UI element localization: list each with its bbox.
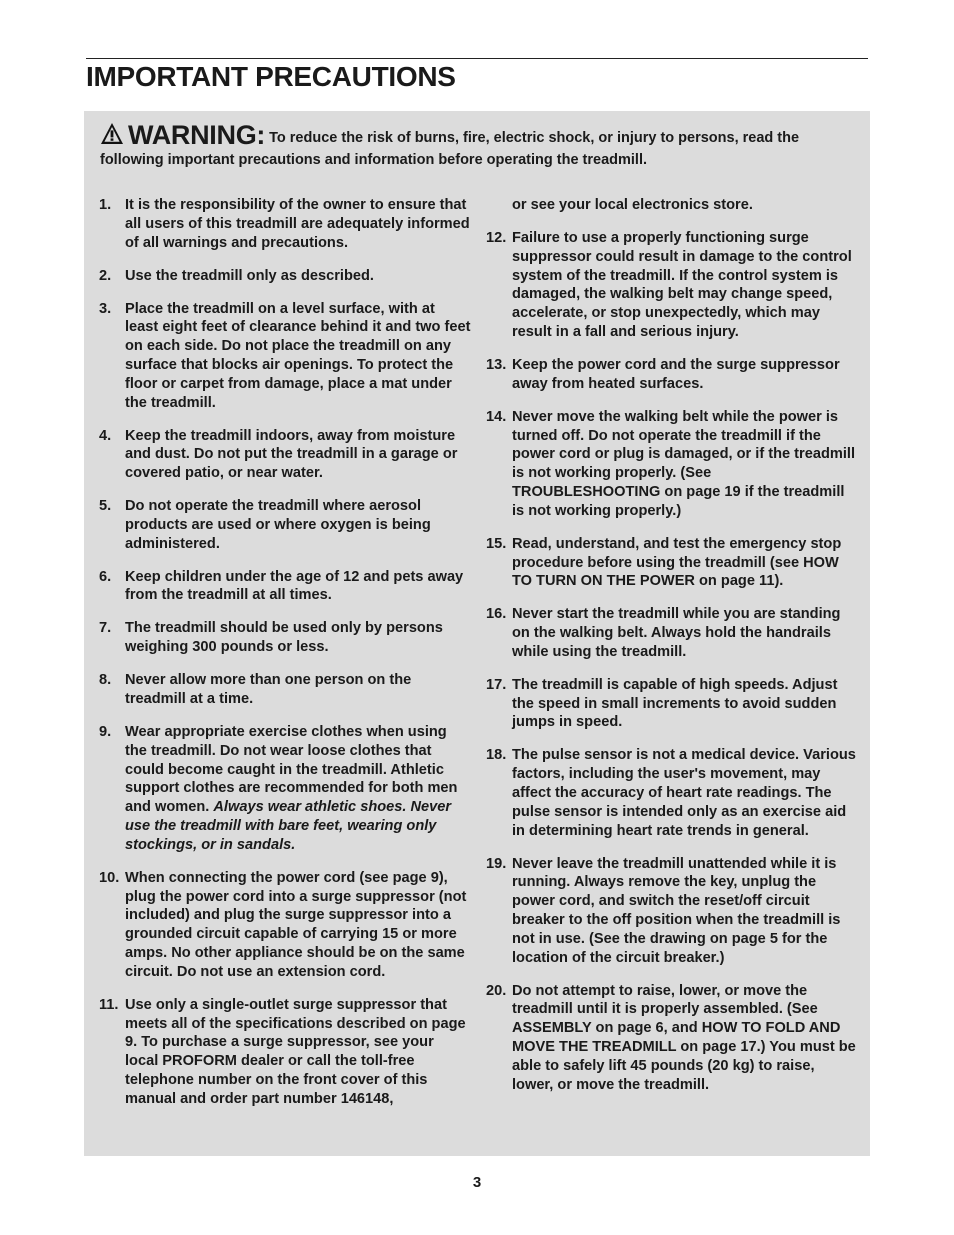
precaution-item-16: 16. Never start the treadmill while you are standing on the walking belt. Always hold the handrails while using the treadmill. — [486, 606, 841, 660]
precaution-item-15: 15. Read, understand, and test the emergency stop procedure before using the treadmill (see HOW TO TURN ON THE POWER on page 11). — [486, 535, 842, 590]
page-number: 3 — [472, 1174, 482, 1191]
precaution-item-17: 17. The treadmill is capable of high speeds. Adjust the speed in small increments to avoid sudden jumps in speed. — [486, 676, 838, 731]
page-title: IMPORTANT PRECAUTIONS — [86, 61, 456, 92]
precaution-item-20: 20. Do not attempt to raise, lower, or move the treadmill until it is properly assembled. (See ASSEMBLY on page 6, and HOW TO FOLD AND MOVE THE TREADMILL on page 17.) You must be able to safely lift 45 pounds (20 kg) to raise, lower, or move the treadmill. — [486, 982, 856, 1093]
precaution-item-8: 8. Never allow more than one person on the treadmill at a time. — [99, 672, 412, 708]
precaution-item-5: 5. Do not operate the treadmill where aerosol products are used or where oxygen is being administered. — [99, 498, 431, 552]
precaution-item-1: 1. It is the responsibility of the owner to ensure that all users of this treadmill are adequately informed of all warnings and precautions. — [99, 197, 470, 251]
left-column — [99, 196, 471, 1123]
warning-triangle-icon — [100, 122, 124, 151]
precaution-item-18: 18. The pulse sensor is not a medical device. Various factors, including the user's movement, may affect the accuracy of heart rate readings. The pulse sensor is intended only as an exercise aid in determining heart rate trends in general. — [486, 747, 856, 839]
warning-label: WARNING: — [128, 120, 266, 150]
precaution-item-12: 12. Failure to use a properly functioning surge suppressor could result in damage to the control system of the treadmill. If the control system is damaged, the walking belt may change speed, accelerate, or stop unexpectedly, which may result in a fall and serious injury. — [486, 229, 852, 340]
precaution-item-11: 11. Use only a single-outlet surge suppressor that meets all of the specifications described on page 9. To purchase a surge suppressor, see your local PROFORM dealer or call the toll-free telephone number on the front cover of this manual and order part number 146148, — [99, 996, 466, 1107]
right-column — [486, 196, 858, 1109]
precaution-item-11-continued: or see your local electronics store. — [512, 197, 753, 213]
header-rule — [86, 58, 868, 59]
precaution-item-14: 14. Never move the walking belt while the power is turned off. Do not operate the treadmill if the power cord or plug is damaged, or if the treadmill is not working properly. (See TROUBLESHOOTING on page 19 if the treadmill is not working properly.) — [486, 408, 856, 519]
precaution-item-13: 13. Keep the power cord and the surge suppressor away from heated surfaces. — [486, 356, 840, 392]
precaution-item-6: 6. Keep children under the age of 12 and pets away from the treadmill at all times. — [99, 568, 464, 604]
warning-text: To reduce the risk of burns, fire, electric shock, or injury to persons, read the following important precautions and information before operating the treadmill. — [100, 130, 800, 168]
precaution-item-2: 2. Use the treadmill only as described. — [99, 267, 374, 284]
warning-block — [100, 122, 860, 170]
precaution-item-7: 7. The treadmill should be used only by persons weighing 300 pounds or less. — [99, 620, 443, 656]
precaution-item-9: 9. Wear appropriate exercise clothes when using the treadmill. Do not wear loose clothes that could become caught in the treadmill. Athletic support clothes are recommended for both men and women. Always wear athletic shoes. Never use the treadmill with bare feet, wearing only stockings, or in sandals. — [99, 724, 458, 853]
precaution-item-4: 4. Keep the treadmill indoors, away from moisture and dust. Do not put the treadmill in a garage or covered patio, or near water. — [99, 427, 458, 482]
precaution-item-19: 19. Never leave the treadmill unattended while it is running. Always remove the key, unplug the power cord, and switch the reset/off circuit breaker to the off position when the treadmill is not in use. (See the drawing on page 5 for the location of the circuit breaker.) — [486, 855, 841, 966]
precaution-item-9-italic: Always wear athletic shoes. Never use the treadmill with bare feet, wearing only stockings, or in sandals. — [125, 799, 452, 853]
precaution-item-3: 3. Place the treadmill on a level surface, with at least eight feet of clearance behind it and two feet on each side. Do not place the treadmill on any surface that blocks air openings. To protect the floor or carpet from damage, place a mat under the treadmill. — [99, 300, 471, 411]
precaution-item-10: 10. When connecting the power cord (see page 9), plug the power cord into a surge suppressor (not included) and plug the surge suppressor into a grounded circuit capable of carrying 15 or more amps. No other appliance should be on the same circuit. Do not use an extension cord. — [99, 869, 467, 980]
